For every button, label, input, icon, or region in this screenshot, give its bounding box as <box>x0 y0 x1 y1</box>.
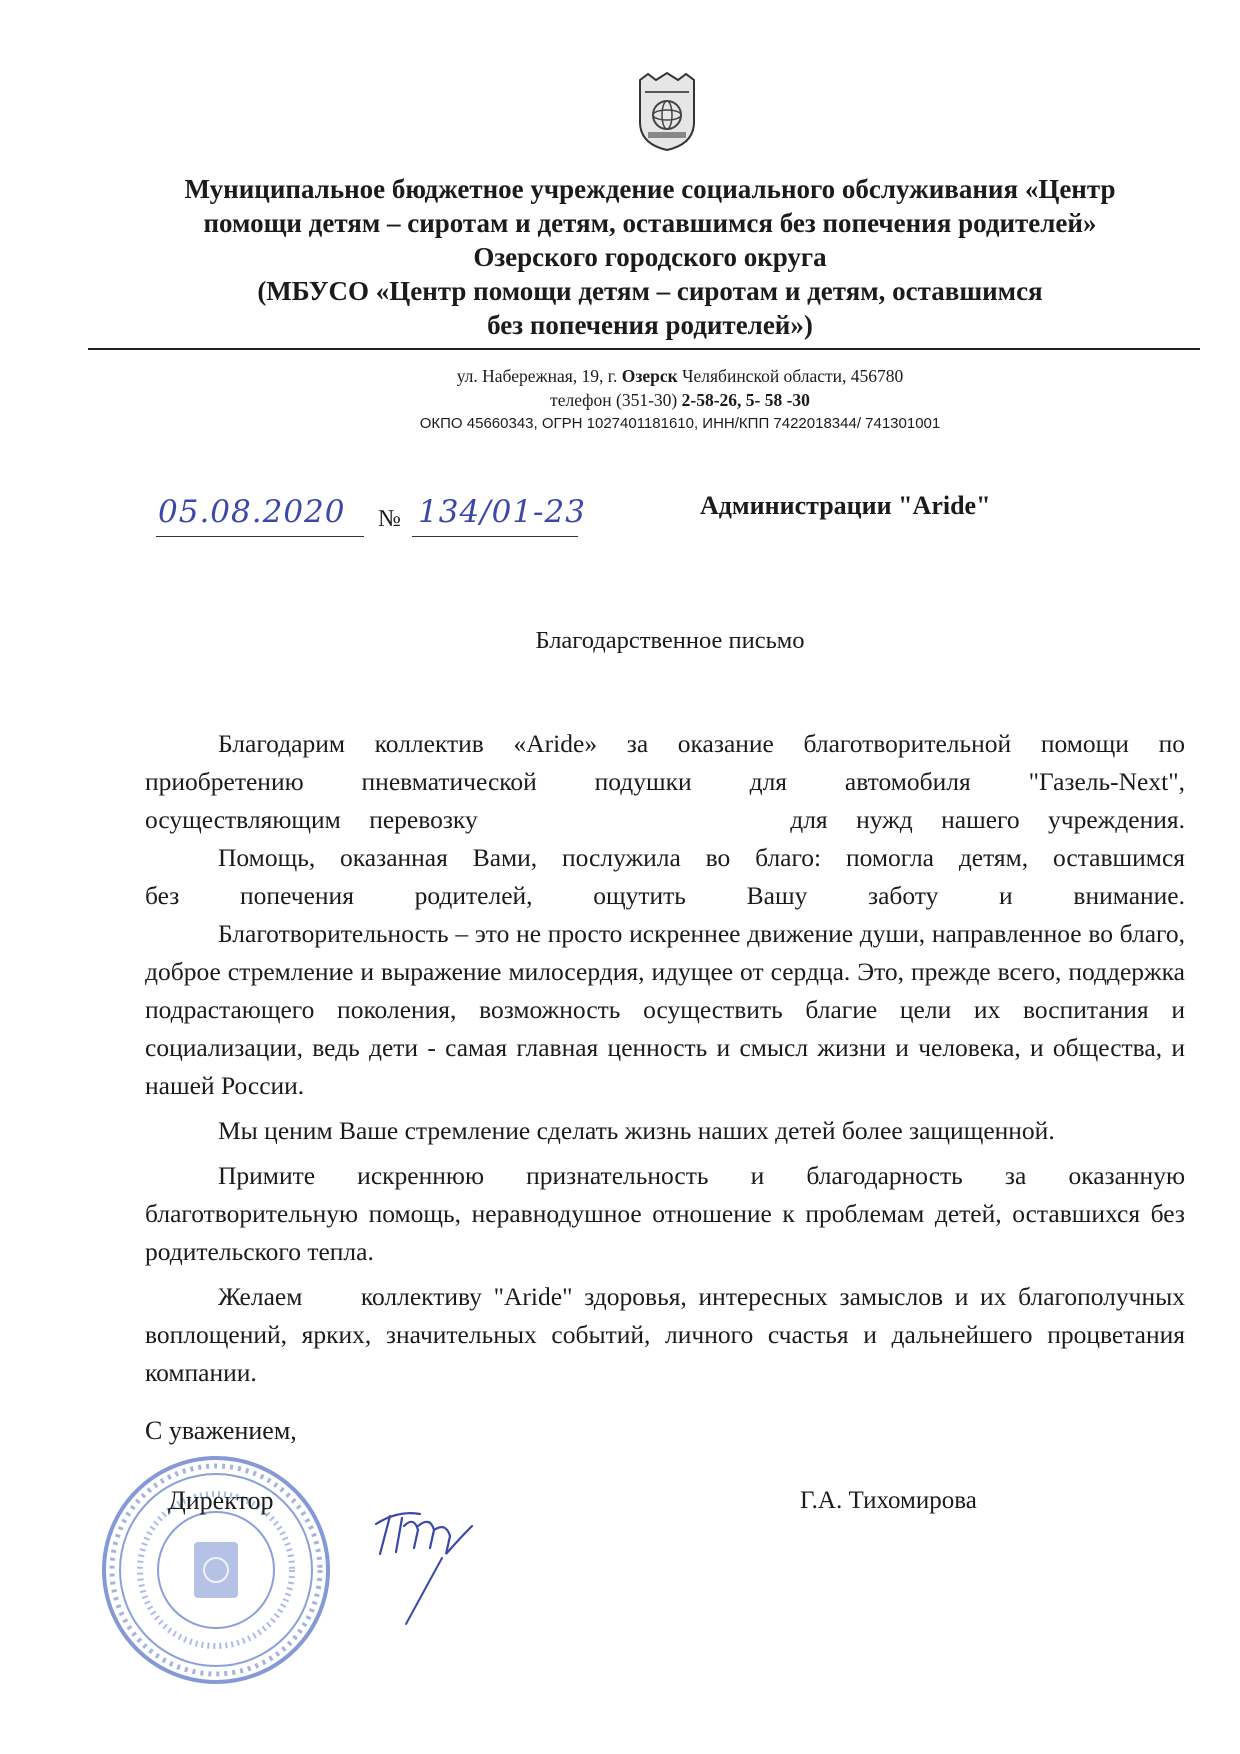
phone-prefix: телефон (351-30) <box>550 390 682 410</box>
closing-phrase: С уважением, <box>145 1416 297 1445</box>
org-line-2: помощи детям – сиротам и детям, оставшимся без попечения родителей» <box>203 208 1097 238</box>
paragraph-1-line-2: приобретению пневматической подушки для автомобиля "Газель-Next", <box>145 767 1185 796</box>
number-label: № <box>378 506 401 532</box>
header-divider <box>88 348 1200 350</box>
number-underline <box>412 536 578 537</box>
paragraph-6: Желаем коллективу "Aride" здоровья, интересных замыслов и их благополучных воплощений, ярких, значительных событий, личного счастья и дальнейшего процветания компании. <box>145 1282 1185 1387</box>
handwritten-signature <box>368 1496 478 1636</box>
address-prefix: ул. Набережная, 19, г. <box>456 366 622 386</box>
paragraph-3: Благотворительность – это не просто искреннее движение души, направленное во благо, доброе стремление и выражение милосердия, идущее от сердца. Это, прежде всего, поддержка подрастающего поколения, возможность осуществить благие цели их воспитания и социализации, ведь дети - самая главная ценность и смысл жизни и человека, и общества, и нашей России. <box>145 919 1185 1100</box>
addressee: Администрации "Aride" <box>700 491 991 520</box>
paragraph-1-line-3: осуществляющим перевозку для нужд нашего учреждения. <box>145 805 1185 834</box>
org-line-5: без попечения родителей») <box>487 310 813 340</box>
coat-of-arms-emblem <box>636 70 698 152</box>
organization-header <box>120 172 1180 342</box>
registration-codes: ОКПО 45660343, ОГРН 1027401181610, ИНН/КПП 7422018344/ 741301001 <box>419 415 941 432</box>
document-title: Благодарственное письмо <box>535 627 805 654</box>
paragraph-2-line-1: Помощь, оказанная Вами, послужила во благо: помогла детям, оставшимся <box>218 843 1185 872</box>
signer-position: Директор <box>168 1486 274 1515</box>
signer-name: Г.А. Тихомирова <box>800 1487 977 1514</box>
phone-line <box>360 388 1000 412</box>
org-line-4: (МБУСО «Центр помощи детям – сиротам и детям, оставшимся <box>257 276 1043 306</box>
address-city: Озерск <box>621 366 678 386</box>
paragraph-1-line-1: Благодарим коллектив «Aride» за оказание благотворительной помощи по <box>218 729 1185 758</box>
paragraph-5: Примите искреннюю признательность и благодарность за оказанную благотворительную помощь, неравнодушное отношение к проблемам детей, оставшихся без родительского тепла. <box>145 1161 1185 1266</box>
date-underline <box>156 536 364 537</box>
handwritten-number: 134/01-23 <box>418 494 586 530</box>
org-line-1: Муниципальное бюджетное учреждение социального обслуживания «Центр <box>184 174 1116 204</box>
paragraph-2-line-2: без попечения родителей, ощутить Вашу заботу и внимание. <box>145 881 1185 910</box>
paragraph-4: Мы ценим Ваше стремление сделать жизнь наших детей более защищенной. <box>218 1116 1055 1145</box>
phone-numbers: 2-58-26, 5- 58 -30 <box>681 390 810 410</box>
contact-details <box>360 364 1000 436</box>
handwritten-date: 05.08.2020 <box>158 494 346 530</box>
address-line <box>360 364 1000 388</box>
letter-body <box>145 725 1185 1392</box>
org-line-3: Озерского городского округа <box>473 242 827 272</box>
address-suffix: Челябинской области, 456780 <box>677 366 904 386</box>
